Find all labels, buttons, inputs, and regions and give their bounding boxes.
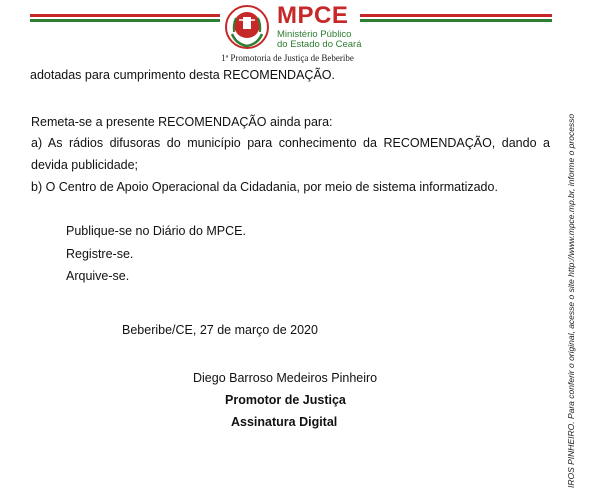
item-b: b) O Centro de Apoio Operacional da Cidadania, por meio de sistema informatizado. — [31, 180, 498, 194]
header-stripe-red-left — [30, 14, 220, 17]
registre-line: Registre-se. — [66, 247, 134, 261]
office-caption — [0, 53, 605, 63]
office-caption-text: 1ª Promotoria de Justiça de Beberibe — [221, 53, 354, 63]
publique-line: Publique-se no Diário do MPCE. — [66, 224, 246, 238]
place-date: Beberibe/CE, 27 de março de 2020 — [122, 323, 318, 337]
header-stripe-green-right — [360, 19, 552, 22]
mpce-seal-logo — [224, 4, 270, 50]
logo-subtitle-line1: Ministério Público — [277, 29, 352, 40]
signer-title: Promotor de Justiça — [225, 393, 346, 407]
item-a-line1: a) As rádios difusoras do município para conhecimento da RECOMENDAÇÃO, dando a — [31, 136, 550, 150]
header-stripe-green-left — [30, 19, 220, 22]
signature-type: Assinatura Digital — [231, 415, 338, 429]
logo-subtitle-line2: do Estado do Ceará — [277, 39, 362, 50]
item-a-line2: devida publicidade; — [31, 158, 139, 172]
intro-line: adotadas para cumprimento desta RECOMENDAÇÃO. — [30, 68, 335, 82]
arquive-line: Arquive-se. — [66, 269, 130, 283]
header-stripe-red-right — [360, 14, 552, 17]
margin-verification-note: IROS PINHEIRO. Para conferir o original, acesse o site http://www.mpce.mp.br, informe o processo — [566, 113, 576, 488]
signer-name: Diego Barroso Medeiros Pinheiro — [193, 371, 378, 385]
logo-text: MPCE — [277, 2, 349, 29]
remeta-paragraph: Remeta-se a presente RECOMENDAÇÃO ainda para: — [31, 115, 333, 129]
